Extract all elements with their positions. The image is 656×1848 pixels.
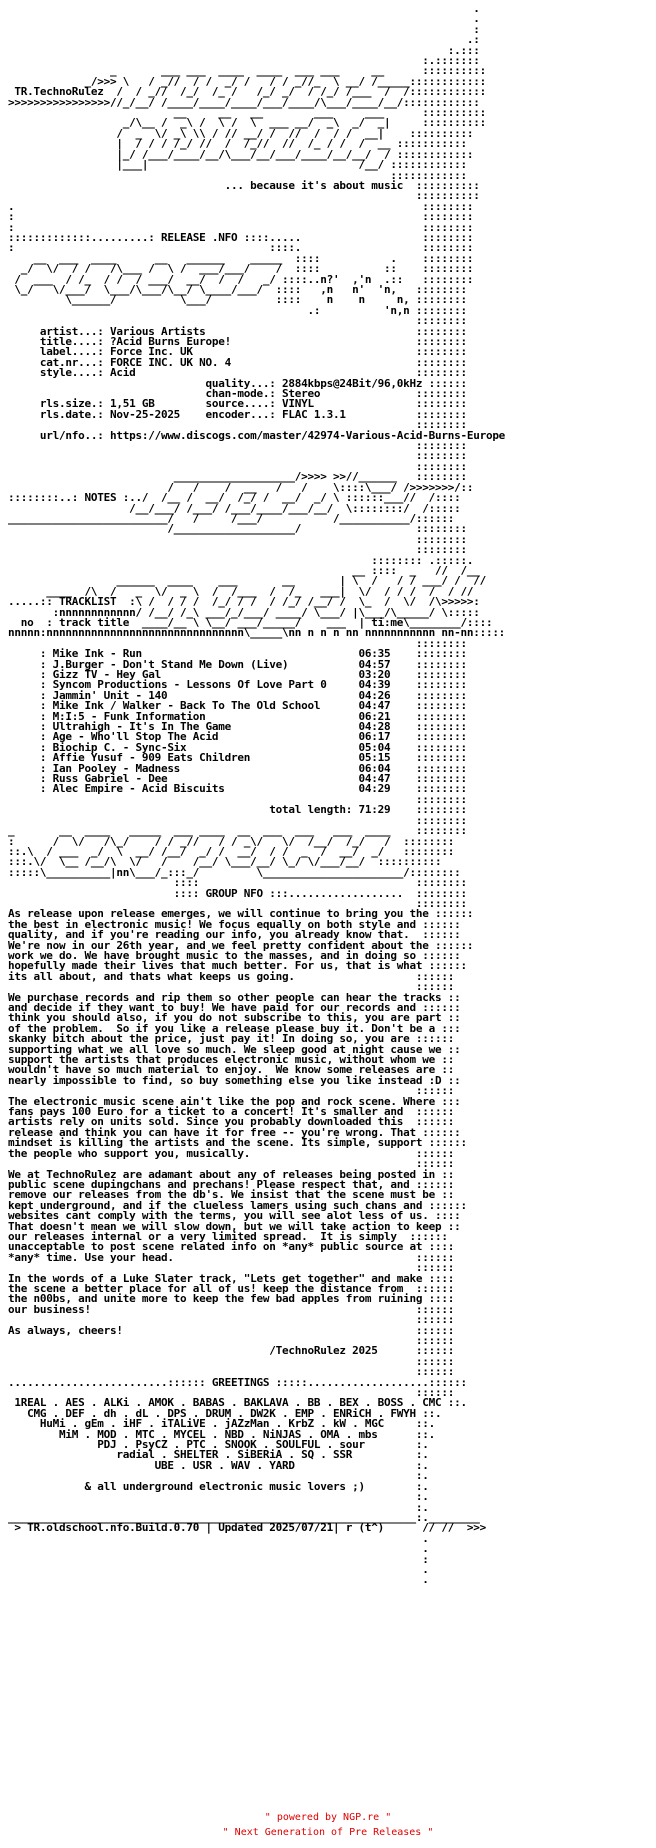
nfo-line: / / / __ / / \::::\___/ />>>>>>>/::	[8, 480, 474, 494]
nfo-line: nnnnn:nnnnnnnnnnnnnnnnnnnnnnnnnnnnnnn\_____\nn n n n nn nnnnnnnnnnn nn-nn:::::	[8, 626, 506, 640]
nfo-line: / ___ / /_ / / / ___/ __/ / / _/ ::::..n?' ,'n .:: ::::::::	[8, 272, 474, 286]
nfo-line: :.	[8, 1490, 429, 1504]
nfo-line: .	[8, 12, 480, 26]
nfo-line: ___________________/>>>> >>//______ ::::::::	[8, 470, 467, 484]
nfo-line: rls.size.: 1,51 GB source....: VINYL ::::::::	[8, 397, 467, 411]
nfo-line: _/>>> \ / _// / / _/ / / / _//_ \ __/ /_____::::::::::::	[8, 74, 486, 88]
nfo-line: :::::::: .:::::.	[8, 553, 474, 567]
nfo-line: ::::::::	[8, 792, 467, 806]
nfo-line: PDJ . PsyCZ . PTC . SNOOK . SOULFUL . sour :.	[8, 1438, 429, 1452]
nfo-line: ::::::::	[8, 813, 467, 827]
nfo-text-block	[8, 4, 648, 1586]
nfo-line: our releases internal or a very limited spread. It is simply ::::::	[8, 1229, 448, 1243]
nfo-line: : ::::::::	[8, 220, 474, 234]
nfo-line: ::::::::	[8, 896, 467, 910]
nfo-line: >>>>>>>>>>>>>>>>//_/__/ /____/____/____/___/____/\___/____/__/::::::::::::	[8, 95, 480, 109]
nfo-line: /TechnoRulez 2025 ::::::	[8, 1344, 455, 1358]
nfo-line: chan-mode.: Stereo ::::::::	[8, 387, 467, 401]
nfo-line: rls.date.: Nov-25-2025 encoder...: FLAC 1.3.1 ::::::::	[8, 407, 467, 421]
nfo-line: HuMi . gEm . iHF . iTALiVE . jAZzMan . KrbZ . kW . MGC ::.	[8, 1417, 435, 1431]
nfo-line: : Alec Empire - Acid Biscuits 04:29 ::::::::	[8, 782, 467, 796]
nfo-line: .	[8, 2, 480, 15]
nfo-line: ::::::	[8, 1313, 455, 1327]
nfo-line: :::::::::::::.........: RELEASE .NFO ::::..... ::::::::	[8, 230, 474, 244]
nfo-line: |_/ /___/____/__/\___/__/___/____/__/__/ / ::::::::::::	[8, 147, 474, 161]
nfo-line: quality, and if you're reading our info, you already know that. ::::::	[8, 928, 461, 942]
nfo-line: _/\__ / _\ / \ / \ ___ __/ _\ _/ _| ::::::::::	[8, 116, 486, 130]
nfo-line: title....: ?Acid Burns Europe! ::::::::	[8, 335, 467, 348]
nfo-line: We're now in our 26th year, and we feel pretty confident about the ::::::	[8, 938, 474, 952]
nfo-line: artists rely on units sold. Since you probably downloaded this ::::::	[8, 1115, 455, 1129]
nfo-line: ::::::::	[8, 459, 467, 473]
nfo-line: / _ \/ _\ \\ / // __/ / // / / / __| ::::::::::	[8, 126, 474, 140]
nfo-line: :.:::	[8, 43, 480, 57]
nfo-line: fans pays 100 Euro for a ticket to a concert! It's smaller and ::::::	[8, 1105, 455, 1119]
nfo-line: ::::::	[8, 980, 455, 994]
nfo-line: ::::::::	[8, 636, 467, 650]
nfo-line: support the artists that produces electronic music, without whom we ::	[8, 1053, 455, 1067]
footer-powered-by: " powered by NGP.re "	[264, 1812, 392, 1823]
nfo-line: .: 'n,n ::::::::	[8, 303, 467, 317]
nfo-line: : / \/ /\_/ / / _// / / _\/ \/ /__/ /_/ / ::::::::	[8, 834, 455, 848]
nfo-line: remove our releases from the db's. We insist that the scene must be ::	[8, 1188, 455, 1202]
nfo-line: :	[8, 22, 480, 36]
nfo-line: : Mike Ink - Run 06:35 ::::::::	[8, 647, 467, 661]
nfo-line: ::::::::	[8, 418, 467, 432]
nfo-line: nearly impossible to find, so buy something else you like instead :D ::	[8, 1073, 461, 1087]
nfo-line: > TR.oldschool.nfo.Build.0.70 | Updated 2025/07/21| r (t^) // // >>>	[8, 1521, 486, 1535]
nfo-line: __ __ __ ___ ___ ::::::::::	[8, 106, 486, 120]
nfo-line: ::::::::	[8, 439, 467, 453]
nfo-line: the people who support you, musically. ::::::	[8, 1146, 455, 1160]
nfo-line: _________________________/ / /___/ /___________/::::::	[8, 511, 455, 525]
nfo-line: \______/ \___/ :::: n n n, ::::::::	[8, 293, 467, 307]
nfo-line: TR.TechnoRulez / / _// /_/ /_ / /_/ _/ / /_/ /___ / /::::::::::::	[8, 85, 486, 99]
nfo-line: ::::::::	[8, 543, 467, 557]
nfo-line: the scene a better place for all of us! keep the distance from ::::::	[8, 1281, 455, 1295]
nfo-line: MiM . MOD . MTC . MYCEL . NBD . NiNJAS . OMA . mbs ::.	[8, 1427, 435, 1441]
nfo-line: : Syncom Productions - Lessons Of Love Part 0 04:39 ::::::::	[8, 678, 467, 692]
nfo-line: label....: Force Inc. UK ::::::::	[8, 345, 467, 359]
nfo-line: ______ ____ ___ __ | \ / / / ___/ / //	[8, 574, 486, 588]
nfo-line: ::.\ / ___ _/ \ __/ /__/ _/ / __/ / / _ / __/ _/ ::::::::	[8, 844, 455, 858]
nfo-line: /___________________/ ::::::::	[8, 522, 467, 536]
nfo-line: artist...: Various Artists ::::::::	[8, 324, 467, 338]
nfo-line: As always, cheers! ::::::	[8, 1323, 455, 1337]
nfo-line: ::::::	[8, 1354, 455, 1368]
nfo-line: wouldn't have so much material to enjoy. We know some releases are ::	[8, 1063, 455, 1077]
nfo-line: CMG . DEF . dh . dL . DPS . DRUM . DW2K . EMP . ENRiCH . FWYH ::.	[8, 1406, 442, 1420]
nfo-line: : Ian Pooley - Madness 06:04 ::::::::	[8, 761, 467, 775]
nfo-line: | / / / /_/ // / /_// // /_ / / / __ :::::::::::	[8, 137, 467, 151]
nfo-line: : Gizz TV - Hey Gal 03:20 ::::::::	[8, 668, 467, 681]
nfo-line: release and think you can have it for free -- you're wrong. That ::::::	[8, 1125, 461, 1139]
nfo-line: .	[8, 1531, 429, 1545]
nfo-line: unacceptable to post scene related info on *any* public source at ::::	[8, 1240, 455, 1254]
nfo-line: no : track title ____/__ \ \__/ ___/_____/ ___ | ti:me\________/::::	[8, 615, 493, 629]
nfo-line: .........................:::::: GREETINGS :::::...................::::::	[8, 1375, 467, 1389]
nfo-line: cat.nr...: FORCE INC. UK NO. 4 ::::::::	[8, 355, 467, 369]
nfo-line: and decide if they want to buy! We have paid for our records and ::::::	[8, 1001, 461, 1014]
nfo-line: :.	[8, 1500, 429, 1514]
nfo-line: :::::\__________|nn\___/_:::_/ \______________________/::::::::	[8, 865, 461, 879]
nfo-line: *any* time. Use your head. ::::::	[8, 1250, 455, 1264]
nfo-line: hopefully made their lives that much better. For us, that is what ::::::	[8, 959, 467, 973]
nfo-line: That doesn't mean we will slow down, but we will take action to keep ::	[8, 1219, 461, 1233]
nfo-line: supporting what we all love so much. We sleep good at night cause we ::	[8, 1042, 461, 1056]
nfo-line: : Russ Gabriel - Dee 04:47 ::::::::	[8, 772, 467, 786]
nfo-line: our business! ::::::	[8, 1302, 455, 1316]
nfo-line: We at TechnoRulez are adamant about any of releases being posted in ::	[8, 1167, 455, 1181]
nfo-line: ::::::	[8, 1386, 455, 1400]
nfo-line: ::::::	[8, 1334, 455, 1347]
nfo-line: : Mike Ink / Walker - Back To The Old School 04:47 ::::::::	[8, 699, 467, 713]
nfo-line: : ::::. ::::::::	[8, 241, 474, 255]
nfo-line: ::::::::::	[8, 189, 480, 203]
nfo-line: 1REAL . AES . ALKi . AMOK . BABAS . BAKLAVA . BB . BEX . BOSS . CMC ::.	[8, 1396, 467, 1410]
nfo-line: of the problem. So if you like a release please buy it. Don't be a :::	[8, 1021, 461, 1035]
nfo-line: __ ___ ____ __ ______ _____ :::: . ::::::::	[8, 251, 474, 265]
nfo-line: ::::::::	[8, 532, 467, 546]
nfo-line: radial . SHELTER . SiBERiA . SQ . SSR :.	[8, 1448, 429, 1462]
nfo-line: : M:I:5 - Funk Information 06:21 ::::::::	[8, 709, 467, 723]
nfo-line: ________________________________________________________________:.________	[8, 1510, 480, 1524]
nfo-line: : Jammin' Unit - 140 04:26 ::::::::	[8, 688, 467, 702]
nfo-line: ::::::::..: NOTES :../ /__ / __/ /_/ / __/ _/ \ ::::::___// /::::	[8, 491, 461, 505]
nfo-line: __ :::: _ // /__	[8, 563, 480, 577]
nfo-line: ::::::	[8, 1261, 455, 1275]
nfo-line: : Ultrahigh - It's In The Game 04:28 ::::::::	[8, 720, 467, 734]
nfo-line: UBE . USR . WAV . YARD :.	[8, 1458, 429, 1472]
nfo-line: the n00bs, and unite more to keep the few bad apples from ruining ::::	[8, 1292, 455, 1306]
nfo-line: : ::::::::	[8, 210, 474, 224]
nfo-line: .	[8, 1562, 429, 1576]
nfo-line: .	[8, 1573, 429, 1587]
nfo-line: websites cant comply with the terms, you will see alot less of us. ::::	[8, 1209, 461, 1223]
nfo-line: total length: 71:29 ::::::::	[8, 803, 467, 817]
nfo-line: the best in electronic music! We focus equally on both style and ::::::	[8, 917, 461, 931]
nfo-line: :.:::::::	[8, 54, 480, 68]
nfo-line: :::: GROUP NFO :::.................. ::::::::	[8, 886, 467, 900]
nfo-line: We purchase records and rip them so other people can hear the tracks ::	[8, 990, 461, 1004]
nfo-line: :::.\/ \__ /__/\ \/ / /__/ \___/__/ \_/ \/___/__/ ::::::::::	[8, 855, 442, 869]
nfo-line: _ __ ____ _____ ___ ____ __ ___ ___ ___ ____ ::::::::	[8, 824, 467, 838]
nfo-line: think you should also, if you do not subscribe to this, you are part ::	[8, 1011, 461, 1025]
nfo-line: style....: Acid ::::::::	[8, 366, 467, 380]
nfo-line: ::::::	[8, 1157, 455, 1171]
nfo-line: public scene dupingchans and prechans! Please respect that, and ::::::	[8, 1177, 455, 1191]
nfo-line: kept underground, and if the clueless lamers using such chans and ::::::	[8, 1198, 467, 1212]
nfo-line: :.	[8, 1469, 429, 1483]
nfo-line: :	[8, 1552, 429, 1566]
nfo-line: As release upon release emerges, we will continue to bring you the ::::::	[8, 907, 474, 921]
nfo-line: In the words of a Luke Slater track, "Lets get together" and make ::::	[8, 1271, 455, 1285]
nfo-line: quality...: 2884kbps@24Bit/96,0kHz ::::::	[8, 376, 467, 390]
nfo-line: /__/___/ /___/ /___/____/___/__/ \::::::::/ /:::::	[8, 501, 461, 515]
nfo-line: .....:: TRACKLIST :\ / / / / /_/ / / / /_/ /__/ / \_ / \/ /\>>>>>:	[8, 595, 480, 609]
nfo-line: . ::::::::	[8, 199, 474, 213]
nfo-line: The electronic music scene ain't like the pop and rock scene. Where :::	[8, 1094, 461, 1108]
footer-tagline: " Next Generation of Pre Releases "	[222, 1827, 434, 1838]
nfo-line: ::::::::	[8, 449, 467, 463]
nfo-line: |___| /__/ ::::::::::::	[8, 158, 467, 172]
nfo-line: mindset is killing the artists and the scene. Its simple, support ::::::	[8, 1136, 467, 1150]
nfo-line: : Affie Yusuf - 909 Eats Children 05:15 ::::::::	[8, 751, 467, 765]
nfo-line: :nnnnnnnnnnnn/ /__/ /_\ ___/_/___/ ____/ \___/ |\___/\_____/ \:::::	[8, 605, 480, 619]
nfo-line: ::::::::	[8, 314, 467, 328]
nfo-line: \_/ \/___/ \___/\___/\__/ \____/___/ :::: ,n n' 'n, ::::::::	[8, 282, 467, 296]
nfo-line: ::::::	[8, 1365, 455, 1379]
nfo-line: & all underground electronic music lovers ;) :.	[8, 1479, 429, 1493]
nfo-line: :::: ::::::::	[8, 876, 467, 890]
nfo-line: _/ \/ / / /\___ / \ / ___/___/ / :::: :: ::::::::	[8, 262, 474, 276]
nfo-line: .	[8, 1542, 429, 1556]
nfo-line: skanky bitch about the price, just pay it! In doing so, you are ::::::	[8, 1032, 455, 1046]
nfo-line: .:	[8, 33, 480, 47]
nfo-line: ::::::::::::	[8, 168, 467, 182]
nfo-line: its all about, and thats what keeps us going. ::::::	[8, 969, 455, 983]
nfo-line: url/nfo..: https://www.discogs.com/master/42974-Various-Acid-Burns-Europe	[8, 428, 506, 442]
nfo-line: : Age - Who'll Stop The Acid 06:17 ::::::::	[8, 730, 467, 744]
nfo-line: : Biochip C. - Sync-Six 05:04 ::::::::	[8, 740, 467, 754]
nfo-line: ::::::	[8, 1084, 455, 1098]
nfo-line: work we do. We have brought music to the masses, and in doing so ::::::	[8, 948, 461, 962]
nfo-line: _ ___ ___ ____ ____ ___ ___ __ ::::::::::	[8, 64, 486, 78]
nfo-line: ... because it's about music ::::::::::	[8, 178, 480, 192]
nfo-line: ____ /\ / _ \/ _ \ / /___ / /_ ___| \/ / / / / / //	[8, 584, 486, 598]
nfo-line: : J.Burger - Don't Stand Me Down (Live) 04:57 ::::::::	[8, 657, 467, 671]
